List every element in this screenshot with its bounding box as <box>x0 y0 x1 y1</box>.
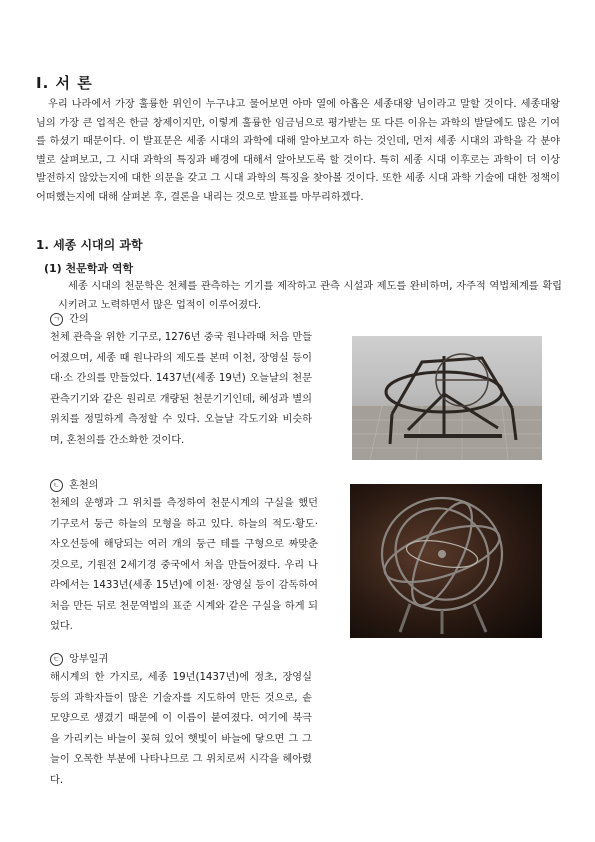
subsection-paragraph: 세종 시대의 천문학은 천체를 관측하는 기기를 제작하고 관측 시설과 제도를 완비하며, 자주적 역법체계를 확립시키려고 노력하면서 많은 업적이 이루어졌다. <box>58 281 562 311</box>
honcheonui-photo <box>350 484 542 638</box>
item-title: 간의 <box>69 314 89 325</box>
circled-marker: ㄷ <box>50 653 63 666</box>
section-title: 1. 세종 시대의 과학 <box>36 238 143 252</box>
item-heading-angbu-ilgu <box>50 650 108 666</box>
item-paragraph-ganui: 천체 관측을 위한 기구로, 1276년 중국 원나라때 처음 만들어졌으며, 세종 때 원나라의 제도를 본떠 이천, 장영실 등이 대·소 간의를 만들었다. 1437년(세종 19년) 오늘날의 천문관측기기와 같은 원리로 개량된 천문기기인데, 혜성과 별의 위치를 정밀하게 측정할 수 있다. 오늘날 각도기와 비슷하며, 혼천의를 간소화한 것이다. <box>50 332 312 446</box>
ganui-photo <box>352 336 542 460</box>
item-paragraph-honcheonui: 천체의 운행과 그 위치를 측정하여 천문시계의 구실을 했던 기구로서 둥근 하늘의 모형을 하고 있다. 하늘의 적도·황도·자오선등에 해당되는 여러 개의 둥근 테를 구형으로 짜맞춘 것으로, 기원전 2세기경 중국에서 처음 만들어졌다. 우리 나라에서는 1433년(세종 15년)에 이천· 장영실 등이 감독하여 처음 만든 뒤로 천문역법의 표준 시계와 같은 구실을 하게 되었다. <box>50 498 318 632</box>
chapter-heading <box>36 72 93 93</box>
chapter-title: 서 론 <box>55 74 93 92</box>
chapter-number: Ⅰ. <box>36 74 50 92</box>
subsection-title: (1) 천문학과 역학 <box>44 262 134 275</box>
item-heading-honcheonui <box>50 476 99 492</box>
item-title: 혼천의 <box>69 480 99 491</box>
item-heading-ganui <box>50 310 89 326</box>
intro-paragraph: 우리 나라에서 가장 훌륭한 위인이 누구냐고 물어보면 아마 열에 아홉은 세종대왕 님이라고 말할 것이다. 세종대왕 님의 가장 큰 업적은 한글 창제이지만, 이렇게 훌륭한 임금님으로 평가받는 또 다른 이유는 과학의 발달에도 많은 기여를 하셨기 때문이다. 이 발표문은 세종 시대의 과학에 대해 알아보고자 하는 것인데, 먼저 세종 시대의 과학을 각 분야 별로 살펴보고, 그 시대 과학의 특징과 배경에 대해서 알아보도록 할 것이다. 특히 세종 시대 이후로는 과학이 더 이상 발전하지 않았는지에 대한 의문을 갖고 그 시대 과학의 특징을 찾아볼 것이다. 또한 세종 시대 과학 기술에 대한 정책이 어떠했는지에 대해 살펴본 후, 결론을 내리는 것으로 발표를 마무리하겠다. <box>36 99 560 203</box>
circled-marker: ㄱ <box>50 313 63 326</box>
item-title: 앙부일귀 <box>69 654 109 665</box>
item-paragraph-angbu-ilgu: 해시계의 한 가지로, 세종 19년(1437년)에 정초, 장영실 등의 과학자들이 많은 기술자를 지도하여 만든 것으로, 솥 모양으로 생겼기 때문에 이 이름이 붙여졌다. 여기에 북극을 가리키는 바늘이 꽂혀 있어 햇빛이 바늘에 닿으면 그 그늘이 오목한 부분에 나타나므로 그 위치로써 시각을 헤아렸다. <box>50 672 312 786</box>
circled-marker: ㄴ <box>50 479 63 492</box>
